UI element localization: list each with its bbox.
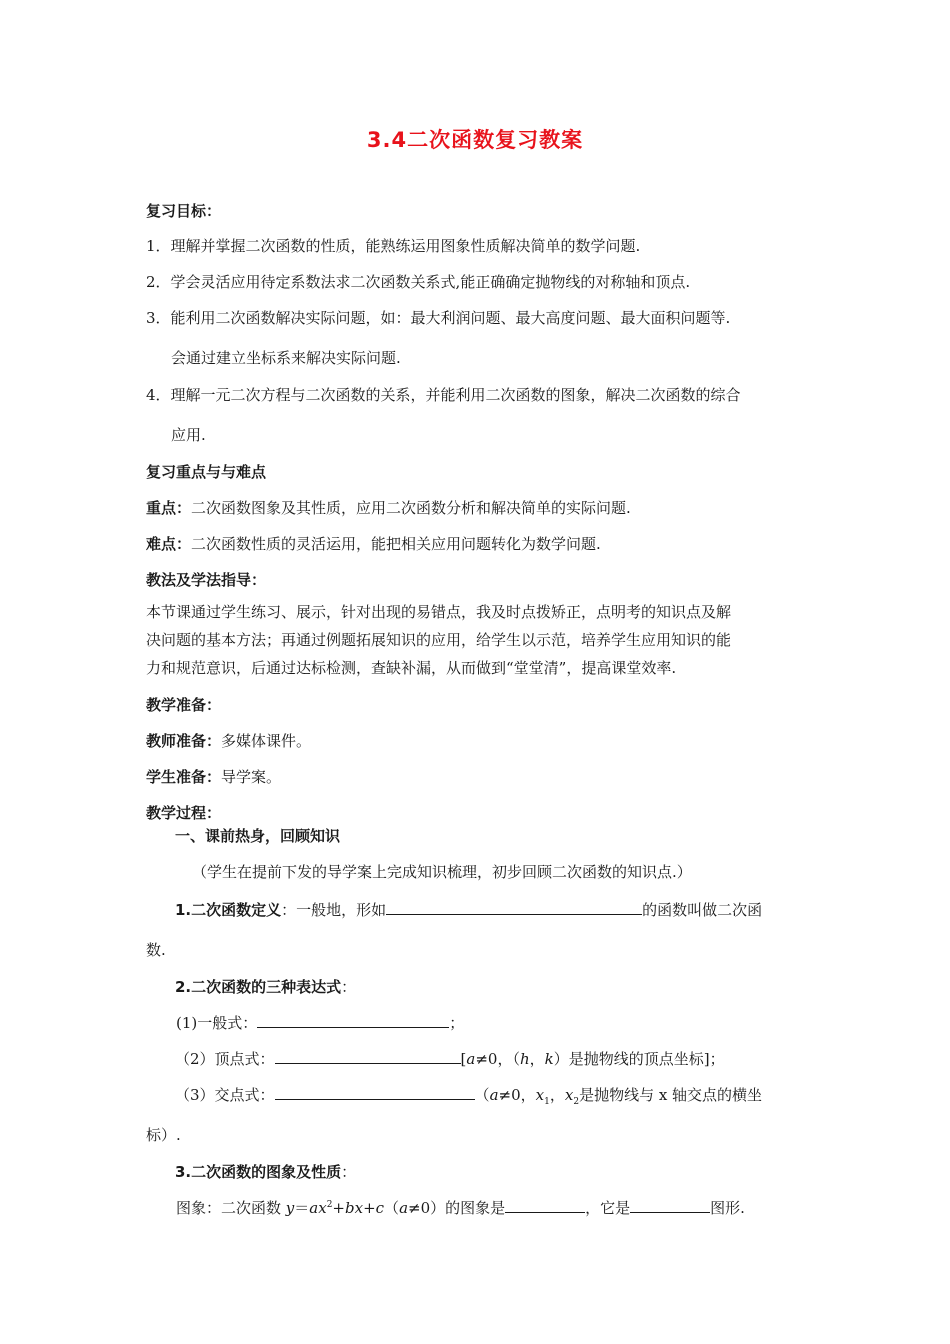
method-line-1: 本节课通过学生练习、展示，针对出现的易错点，我及时点拨矫正，点明考的知识点及解	[146, 603, 732, 621]
form-intercept	[175, 1085, 762, 1105]
form-3-t1: （	[474, 1086, 490, 1104]
item-1-definition	[175, 900, 762, 920]
item-1-cont: 数.	[146, 941, 166, 959]
blank-vertex-form	[275, 1049, 461, 1064]
focus-heading: 复习重点与与难点	[146, 463, 267, 481]
var-x1: x	[535, 1086, 545, 1104]
var-a: a	[466, 1050, 476, 1068]
var-y: y	[285, 1199, 295, 1217]
graph-t3: ≠0）的图象是	[408, 1199, 506, 1217]
form-2-t3: ，	[529, 1050, 545, 1068]
teacher-prep	[146, 731, 311, 751]
blank-definition	[386, 900, 642, 915]
plus-2: +	[363, 1199, 376, 1217]
graph-eq: ＝	[294, 1199, 310, 1217]
diff-label: 难点：	[146, 535, 192, 553]
var-h: h	[519, 1050, 530, 1068]
graph-t1: 图象：二次函数	[176, 1199, 286, 1217]
item-1-post: 的函数叫做二次函	[642, 901, 763, 919]
student-prep	[146, 767, 281, 787]
form-intercept-cont: 标）.	[146, 1126, 181, 1144]
teacher-label: 教师准备：	[146, 732, 222, 750]
goal-item-4-cont: 应用.	[171, 426, 206, 444]
form-2-t4: ）是抛物线的顶点坐标]；	[553, 1050, 725, 1068]
sub-2: 2	[573, 1097, 580, 1107]
form-general	[176, 1013, 464, 1033]
item-3-colon: ：	[341, 1163, 357, 1181]
form-3-t2: ≠0，	[498, 1086, 536, 1104]
form-3-t3: ，	[549, 1086, 565, 1104]
form-2-t2: ≠0，（	[475, 1050, 520, 1068]
var-bx: bx	[345, 1199, 364, 1217]
section-1-note: （学生在提前下发的导学案上完成知识梳理，初步回顾二次函数的知识点.）	[192, 863, 692, 881]
graph-t5: 图形.	[710, 1199, 745, 1217]
teacher-text: 多媒体课件。	[221, 732, 312, 750]
key-text: 二次函数图象及其性质，应用二次函数分析和解决简单的实际问题.	[191, 499, 631, 517]
method-line-2: 决问题的基本方法；再通过例题拓展知识的应用，给学生以示范，培养学生应用知识的能	[146, 631, 732, 649]
graph-t2: （	[384, 1199, 400, 1217]
item-1-label: 1.二次函数定义	[175, 901, 282, 919]
goal-item-3-cont: 会通过建立坐标系来解决实际问题.	[171, 349, 401, 367]
blank-graph-shape	[505, 1198, 585, 1213]
var-c: c	[375, 1199, 385, 1217]
var-ax: ax	[309, 1199, 327, 1217]
graph-line	[176, 1198, 745, 1218]
var-a: a	[489, 1086, 499, 1104]
plus-1: +	[332, 1199, 345, 1217]
goal-item-3: 3．能利用二次函数解决实际问题，如：最大利润问题、最大高度问题、最大面积问题等.	[146, 309, 731, 327]
form-1-label: (1)一般式：	[176, 1014, 258, 1032]
prep-heading: 教学准备：	[146, 696, 222, 714]
form-3-label: （3）交点式：	[175, 1086, 275, 1104]
key-points	[146, 498, 631, 518]
difficult-points	[146, 534, 601, 554]
item-3-label: 3.二次函数的图象及性质	[175, 1163, 342, 1181]
item-2-label: 2.二次函数的三种表达式	[175, 978, 342, 996]
form-1-end: ；	[449, 1014, 465, 1032]
graph-t4: ，它是	[585, 1199, 631, 1217]
method-line-3: 力和规范意识，后通过达标检测，查缺补漏，从而做到“堂堂清”，提高课堂效率.	[146, 659, 677, 677]
form-vertex	[175, 1049, 725, 1069]
var-x2: x	[564, 1086, 574, 1104]
goal-item-2: 2．学会灵活应用待定系数法求二次函数关系式,能正确确定抛物线的对称轴和顶点.	[146, 273, 691, 291]
key-label: 重点：	[146, 499, 192, 517]
form-2-label: （2）顶点式：	[175, 1050, 275, 1068]
sub-1: 1	[544, 1097, 550, 1107]
item-2-colon: ：	[341, 978, 357, 996]
blank-general-form	[257, 1013, 449, 1028]
diff-text: 二次函数性质的灵活运用，能把相关应用问题转化为数学问题.	[191, 535, 601, 553]
goal-item-4: 4．理解一元二次方程与二次函数的关系，并能利用二次函数的图象，解决二次函数的综合	[146, 386, 741, 404]
item-3-heading	[175, 1162, 356, 1182]
var-k: k	[544, 1050, 554, 1068]
process-heading: 教学过程：	[146, 804, 222, 822]
item-1-pre: ：一般地，形如	[281, 901, 387, 919]
method-heading: 教法及学法指导：	[146, 571, 267, 589]
form-2-t1: [	[460, 1050, 467, 1068]
section-1-heading: 一、课前热身，回顾知识	[175, 827, 341, 845]
student-text: 导学案。	[221, 768, 282, 786]
blank-graph-symmetry	[630, 1198, 710, 1213]
sup-2: 2	[326, 1200, 333, 1210]
goal-item-1: 1．理解并掌握二次函数的性质，能熟练运用图象性质解决简单的数学问题.	[146, 237, 641, 255]
form-3-t4: 是抛物线与 x 轴交点的横坐	[579, 1086, 763, 1104]
page-title: 3.4二次函数复习教案	[366, 128, 584, 152]
goals-heading: 复习目标：	[146, 202, 222, 220]
var-a: a	[399, 1199, 409, 1217]
student-label: 学生准备：	[146, 768, 222, 786]
blank-intercept-form	[275, 1085, 475, 1100]
item-2-heading	[175, 977, 356, 997]
